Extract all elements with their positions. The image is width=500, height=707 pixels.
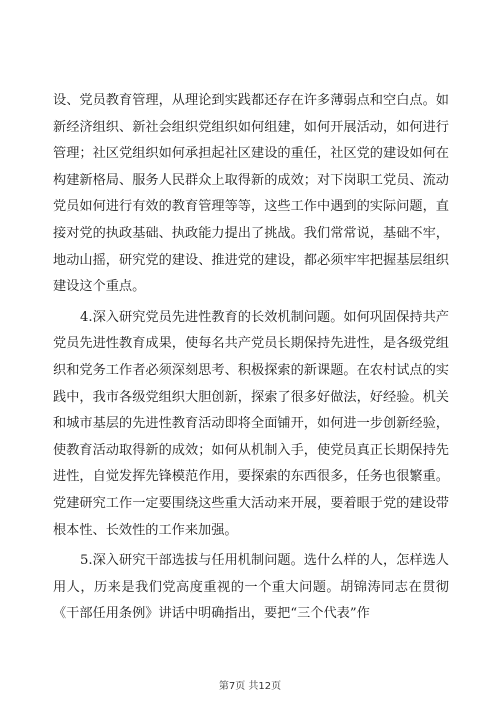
paragraph-item-5: 5.深入研究干部选拔与任用机制问题。选什么样的人，怎样选人用人，历来是我们党高度重视的一个重大问题。胡锦涛同志在贯彻《干部任用条例》讲话中明确指出，要把“三个代表”作	[53, 553, 449, 622]
page-footer: 第7页 共12页	[218, 681, 282, 692]
paragraph-continuation: 设、党员教育管理，从理论到实践都还存在许多薄弱点和空白点。如新经济组织、新社会组织党组织如何组建，如何开展活动，如何进行管理；社区党组织如何承担起社区建设的重任，社区党的建设如何在构建新格局、服务人民群众上取得新的成效；对下岗职工党员、流动党员如何进行有效的教育管理等等，这些工作中遇到的实际问题，直接对党的执政基础、执政能力提出了挑战。我们常常说，基础不牢，地动山摇，研究党的建设、推进党的建设，都必须牢牢把握基层组织建设这个重点。	[53, 93, 449, 295]
paragraph-item-4: 4.深入研究党员先进性教育的长效机制问题。如何巩固保持共产党员先进性教育成果，使每名共产党员长期保持先进性，是各级党组织和党务工作者必须深刻思考、积极探索的新课题。在农村试点的实践中，我市各级党组织大胆创新，探索了很多好做法，好经验。机关和城市基层的先进性教育活动即将全面铺开，如何进一步创新经验，使教育活动取得新的成效；如何从机制入手，使党员真正长期保持先进性，自觉发挥先锋模范作用，要探索的东西很多，任务也很繁重。党建研究工作一定要围绕这些重大活动来开展，要着眼于党的建设带根本性、长效性的工作来加强。	[53, 309, 449, 538]
document-body	[53, 88, 449, 628]
